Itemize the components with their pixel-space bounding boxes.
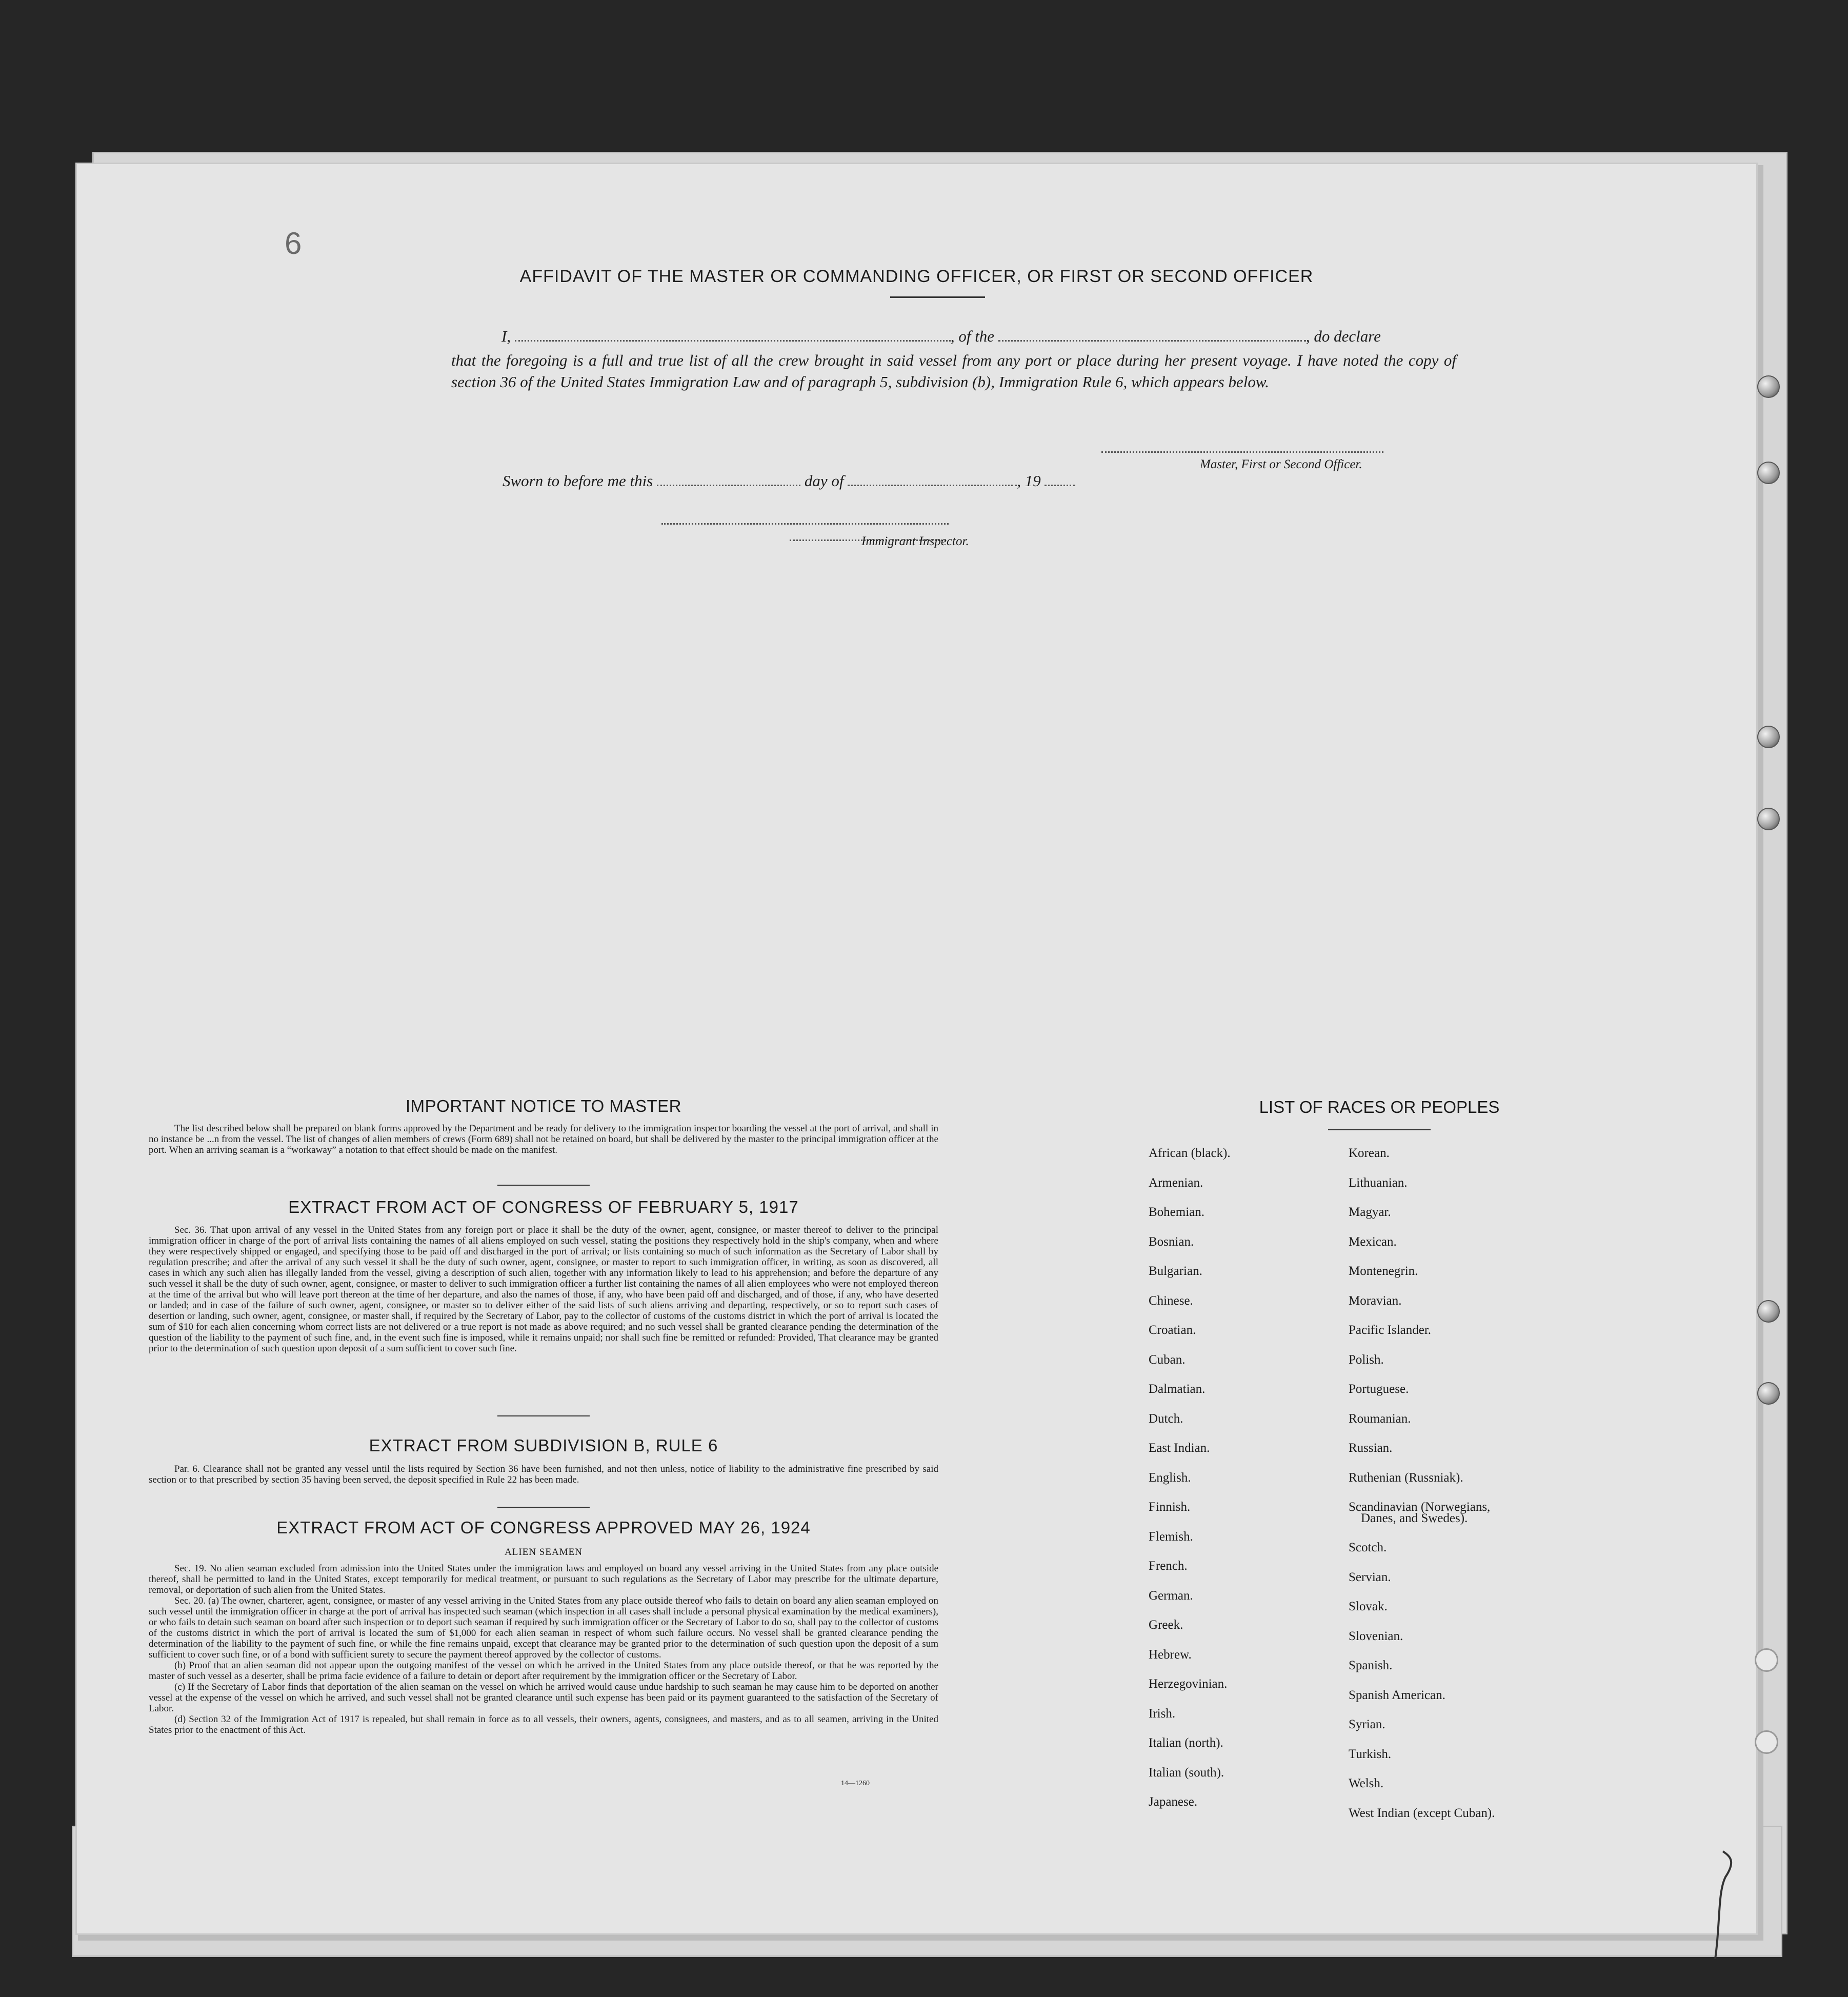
race-item: Dalmatian. [1149,1382,1206,1396]
affidavit-line-1 [501,327,1381,346]
race-item: Mexican. [1349,1234,1397,1249]
affidavit-body: that the foregoing is a full and true list of all the crew brought in said vessel from any port or place during her present voyage. I have noted the copy of section 36 of the United States Immigration Law and of paragraph 5, subdivision (b), Immigration Rule 6, which appears below. [451,351,1456,391]
sworn-month-blank[interactable] [848,485,1017,486]
extract-1917-rule [497,1415,590,1416]
race-item: Croatian. [1149,1323,1196,1337]
race-item: Pacific Islander. [1349,1323,1432,1337]
binder-hole [1757,808,1780,830]
race-item: Welsh. [1349,1776,1384,1790]
race-item: Ruthenian (Russniak). [1349,1470,1463,1485]
extract-1917-title: EXTRACT FROM ACT OF CONGRESS OF FEBRUARY 5, 1917 [288,1197,799,1216]
races-title: LIST OF RACES OR PEOPLES [1259,1097,1500,1116]
races-column-1 [1149,1139,1231,1817]
race-item: Finnish. [1149,1500,1191,1514]
race-item: Bosnian. [1149,1234,1194,1249]
binder-hole [1757,462,1780,484]
master-signature-label: Master, First or Second Officer. [1200,457,1362,471]
race-item: Flemish. [1149,1529,1193,1544]
extract-1924-body [149,1563,938,1735]
affidavit-of-the: , of the [950,327,995,345]
page-number: 6 [285,226,302,261]
races-column-2 [1349,1139,1495,1828]
extract-1917-body: Sec. 36. That upon arrival of any vessel in the United States from any foreign port or place it shall be the duty of the owner, agent, consignee, or master thereof to deliver to the principal immigration officer in charge of the port of arrival lists containing the names of all aliens employed on such vessel, stating the positions they respectively hold in the ship's company, when and where they were respectively shipped or engaged, and specifying those to be paid off and discharged in the port of arrival; or lists containing so much of such information as the Secretary of Labor shall by regulation prescribe; and after the arrival of any such vessel it shall be the duty of such owner, agent, consignee, or master to report to such immigration officer, in writing, as soon as discovered, all cases in which any such alien has illegally landed from the vessel, giving a description of such alien, together with any information likely to lead to his apprehension; and before the departure of any such vessel it shall be the duty of such owner, agent, consignee, or master to deliver to such immigration officer a further list containing the names of all alien employees who were not employed thereon at the time of the arrival but who will leave port thereon at the time of her departure, and also the names of those, if any, who have been paid off and discharged, and of those, if any, who have deserted or landed; and in case of the failure of such owner, agent, consignee, or master so to deliver either of the said lists of such aliens arriving and departing, respectively, or so to report such cases of desertion or landing, such owner, agent, consignee, or master shall, if required by the Secretary of Labor, pay to the collector of customs of the customs district in which the port of arrival is located the sum of $10 for each alien concerning whom correct lists are not delivered or a true report is not made as above required; and no such vessel shall be granted clearance pending the determination of the question of the liability to the payment of such fine, and, in the event such fine is imposed, while it remains unpaid; nor shall such fine be remitted or refunded: Provided, That clearance may be granted prior to the determination of such question upon deposit of a sum sufficient to cover such fine. [149,1225,938,1354]
notice-body: The list described below shall be prepared on blank forms approved by the Department and be ready for delivery to the immigration inspector boarding the vessel at the port of arrival, and shall in no instance be ...n from the vessel. The list of changes of alien members of crews (Form 689) shall not be retained on board, but shall be delivered by the master to the principal immigration officer at the port. When an arriving seaman is a “workaway” a notation to that effect should be made on the manifest. [149,1123,938,1155]
races-title-rule [1328,1129,1431,1130]
race-item: Slovenian. [1349,1629,1403,1643]
extract-1924-sec20b: (b) Proof that an alien seaman did not appear upon the outgoing manifest of the vessel on which he arrived in the United States from any place outside thereof, or that he was reported by the master of such vessel as a deserter, shall be prima facie evidence of a failure to detain or deport after requirement by the immigration officer or the Secretary of Labor. [149,1660,938,1682]
race-item: Chinese. [1149,1293,1193,1308]
form-number: 14—1260 [841,1780,870,1787]
race-item: Polish. [1349,1352,1384,1367]
notice-rule [497,1185,590,1186]
race-item: Scotch. [1349,1541,1387,1554]
inspector-signature-line[interactable] [661,523,949,525]
extract-rule6-rule [497,1507,590,1508]
race-item: Roumanian. [1349,1411,1411,1426]
sworn-line [503,472,1075,490]
race-item: Spanish. [1349,1659,1393,1672]
binder-hole [1757,1300,1780,1323]
race-item: Japanese. [1149,1795,1198,1809]
race-item: Danes, and Swedes). [1361,1511,1468,1525]
binder-hole [1755,1648,1778,1672]
race-item: Moravian. [1349,1293,1402,1308]
race-item: West Indian (except Cuban). [1349,1806,1495,1820]
race-item: East Indian. [1149,1441,1210,1455]
binder-hole [1757,1382,1780,1405]
race-item: Cuban. [1149,1352,1186,1367]
extract-1924-subtitle: ALIEN SEAMEN [505,1547,582,1557]
sworn-prefix: Sworn to before me this [503,472,653,490]
race-item: Italian (north). [1149,1736,1223,1750]
race-item: French. [1149,1559,1188,1573]
race-item: Greek. [1149,1618,1183,1632]
race-item: German. [1149,1588,1193,1603]
manifest-page [77,164,1756,1933]
notice-title: IMPORTANT NOTICE TO MASTER [405,1096,681,1115]
binder-hole [1755,1730,1778,1754]
extract-1924-sec20a: Sec. 20. (a) The owner, charterer, agent, consignee, or master of any vessel arriving in the United States from any place outside thereof who fails to detain on board any alien seaman employed on such vessel until the immigration officer in charge at the port of arrival has inspected such seaman (which inspection in all cases shall include a personal physical examination by the medical examiners), or who fails to detain such seaman on board after such inspection or to deport such seaman if required by such immigration officer or the Secretary of Labor to do so, shall pay to the collector of customs of the customs district in which the port of arrival is located the sum of $1,000 for each alien seaman in respect of whom such failure occurs. No vessel shall be granted clearance pending the determination of the liability to the payment of such fine, or while the fine remains unpaid, except that clearance may be granted prior to the determination of such question upon the deposit of a sum sufficient to cover such fine, or of a bond with sufficient surety to secure the payment thereof approved by the collector of customs. [149,1595,938,1660]
extract-1924-sec19: Sec. 19. No alien seaman excluded from admission into the United States under the immigration laws and employed on board any vessel arriving in the United States from any place outside thereof, shall be permitted to land in the United States, except temporarily for medical treatment, or pursuant to such regulations as the Secretary of Labor may prescribe for the ultimate departure, removal, or deportation of such alien from the United States. [149,1563,938,1595]
race-item: Hebrew. [1149,1647,1192,1662]
race-item: Armenian. [1149,1175,1203,1190]
race-item: English. [1149,1470,1191,1485]
inspector-label: Immigrant Inspector. [861,534,969,548]
sworn-day-blank[interactable] [657,485,800,486]
extract-1924-sec20d: (d) Section 32 of the Immigration Act of 1917 is repealed, but shall remain in force as to all vessels, their owners, agents, consignees, and masters, and as to all seamen, arriving in the United States prior to the enactment of this Act. [149,1714,938,1735]
race-item: Korean. [1349,1146,1390,1160]
name-blank[interactable] [515,340,951,342]
pencil-mark [1708,1846,1749,1964]
affidavit-declare: , do declare [1305,327,1381,345]
race-item: Portuguese. [1349,1382,1409,1396]
race-item: Bulgarian. [1149,1264,1202,1278]
race-item: Servian. [1349,1570,1391,1584]
title-underline [890,296,985,298]
race-item: Turkish. [1349,1747,1392,1761]
race-item: Spanish American. [1349,1688,1445,1702]
master-signature-line[interactable] [1101,451,1383,453]
sworn-year: , 19 [1017,472,1041,490]
race-item: Montenegrin. [1349,1264,1418,1278]
sworn-day-of: day of [804,472,844,490]
race-item: Italian (south). [1149,1765,1224,1780]
race-item: Russian. [1349,1441,1393,1455]
race-item: Herzegovinian. [1149,1677,1228,1691]
race-item: Magyar. [1349,1205,1391,1219]
race-item: Dutch. [1149,1411,1183,1426]
race-item: Irish. [1149,1706,1176,1721]
binder-hole [1757,726,1780,748]
binder-hole [1757,375,1780,398]
race-item: Slovak. [1349,1600,1388,1613]
race-item: Lithuanian. [1349,1175,1408,1190]
extract-1924-title: EXTRACT FROM ACT OF CONGRESS APPROVED MAY 26, 1924 [276,1518,811,1537]
extract-1924-sec20c: (c) If the Secretary of Labor finds that deportation of the alien seaman on the vessel on which he arrived would cause undue hardship to such seaman he may cause him to be deported on another vessel at the expense of the vessel on which he arrived, and such vessel shall not be granted clearance until such expense has been paid or its payment guaranteed to the satisfaction of the Secretary of Labor. [149,1682,938,1714]
affidavit-i: I, [501,327,511,345]
extract-rule6-body: Par. 6. Clearance shall not be granted any vessel until the lists required by Section 36 have been furnished, and not then unless, notice of liability to the administrative fine prescribed by said section or to that prescribed by section 35 having been served, the deposit specified in Rule 22 has been made. [149,1464,938,1485]
affidavit-title: AFFIDAVIT OF THE MASTER OR COMMANDING OFFICER, OR FIRST OR SECOND OFFICER [519,267,1314,286]
extract-rule6-title: EXTRACT FROM SUBDIVISION B, RULE 6 [369,1436,718,1455]
vessel-blank[interactable] [998,340,1306,342]
race-item: African (black). [1149,1146,1231,1160]
race-item: Scandinavian (Norwegians, [1349,1500,1491,1514]
sworn-year-blank[interactable] [1044,485,1075,486]
race-item: Syrian. [1349,1718,1385,1731]
race-item: Bohemian. [1149,1205,1205,1219]
